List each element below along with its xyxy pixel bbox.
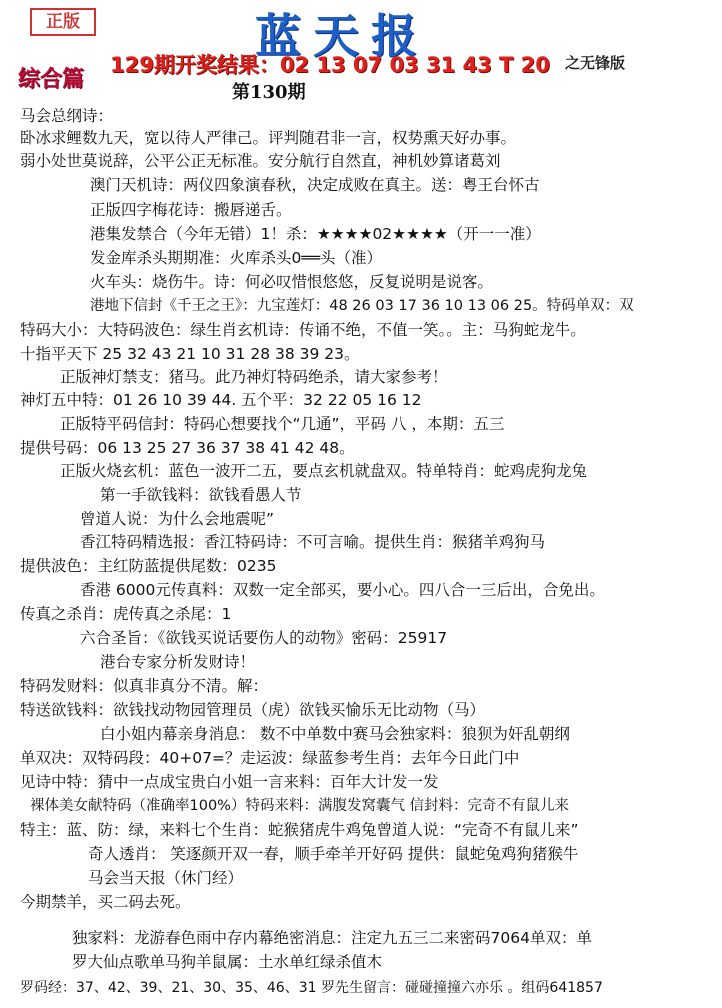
text-line: 马会当天报（休门经） bbox=[88, 869, 244, 887]
text-line: 正版神灯禁支：猪马。此乃神灯特码绝杀，请大家参考！ bbox=[60, 368, 448, 386]
text-line: 罗大仙点歌单马狗羊鼠属：土水单红绿杀值木 bbox=[72, 953, 383, 971]
section-title: 综合篇 bbox=[18, 66, 85, 92]
header bbox=[0, 0, 722, 103]
text-line: 发金库杀头期期准：火库杀头0══头（准） bbox=[90, 249, 383, 267]
text-line: 六合圣旨：《欲钱买说话要伤人的动物》密码：25917 bbox=[80, 629, 448, 647]
text-line: 特送欲钱料：欲钱找动物园管理员（虎）欲钱买愉乐无比动物（马） bbox=[20, 701, 486, 719]
text-line: 罗码经：37、42、39、21、30、35、46、31 罗先生留言：碰碰撞撞六亦乐 。组码641857 bbox=[20, 980, 603, 996]
text-line: 传真之杀肖：虎传真之杀尾：1 bbox=[20, 605, 232, 623]
draw-result: 129期开奖结果：02 13 07 03 31 43 T 20 bbox=[110, 53, 550, 77]
issue-number: 第130期 bbox=[232, 82, 306, 103]
text-line: 提供波色：主红防蓝提供尾数：0235 bbox=[20, 557, 277, 575]
newspaper-title: 蓝天报 bbox=[255, 9, 429, 63]
text-line: 马会总纲诗： bbox=[20, 107, 114, 125]
text-line: 正版火烧玄机：蓝色一波开二五，要点玄机就盘双。特单特肖：蛇鸡虎狗龙兔 bbox=[60, 462, 588, 480]
text-line: 裸体美女献特码（准确率100%）特码来料：满腹发窝囊气 信封料：完奇不有鼠儿来 bbox=[30, 798, 570, 814]
text-line: 神灯五中特：01 26 10 39 44. 五个平：32 22 05 16 12 bbox=[20, 391, 422, 409]
text-line: 单双决：双特码段：40+07=？走运波：绿蓝参考生肖：去年今日此门中 bbox=[20, 749, 520, 767]
text-line: 澳门天机诗：两仪四象演春秋，决定成败在真主。送：粤王台怀古 bbox=[90, 176, 540, 194]
text-line: 特码发财料：似真非真分不清。解： bbox=[20, 677, 269, 695]
text-line: 白小姐内幕亲身消息： 数不中单数中赛马会独家料：狼狈为奸乱朝纲 bbox=[100, 725, 570, 743]
text-line: 港集发禁合（今年无错）1！杀：★★★★02★★★★（开一一准） bbox=[90, 225, 541, 243]
text-line: 港台专家分析发财诗！ bbox=[100, 653, 256, 671]
text-line: 奇人透肖： 笑逐颜开双一春，顺手牵羊开好码 提供：鼠蛇兔鸡狗猪猴牛 bbox=[88, 845, 579, 863]
text-line: 香江特码精选报：香江特码诗：不可言喻。提供生肖：猴猪羊鸡狗马 bbox=[80, 533, 546, 551]
text-line: 火车头：烧伤牛。诗：何必叹惜恨悠悠，反复说明是说客。 bbox=[90, 273, 494, 291]
text-line: 曾道人说：为什么会地震呢” bbox=[80, 510, 275, 528]
text-line: 今期禁羊，买二码去死。 bbox=[20, 893, 191, 911]
text-line: 第一手欲钱料：欲钱看愚人节 bbox=[100, 486, 302, 504]
text-line: 香港 6000元传真料：双数一定全部买，要小心。四八合一三后出，合免出。 bbox=[80, 581, 605, 599]
text-line: 港地下信封《千王之王》：九宝莲灯：48 26 03 17 36 10 13 06 25。特码单双：双 bbox=[90, 298, 634, 314]
text-line: 见诗中特：猜中一点成宝贵白小姐一言来料：百年大计发一发 bbox=[20, 773, 439, 791]
text-line: 提供号码：06 13 25 27 36 37 38 41 42 48。 bbox=[20, 439, 355, 457]
edition-badge: 正版 bbox=[30, 8, 96, 36]
text-line: 独家料：龙游春色雨中存内幕绝密消息：注定九五三二来密码7064单双：单 bbox=[72, 929, 592, 947]
text-line: 正版四字梅花诗：搬唇递舌。 bbox=[90, 201, 292, 219]
text-line: 弱小处世莫说辞，公平公正无标准。安分航行自然直，神机妙算诸葛刘 bbox=[20, 152, 501, 170]
text-line: 特码大小：大特码波色：绿生肖玄机诗：传诵不绝，不值一笑。。主：马狗蛇龙牛。 bbox=[20, 321, 586, 339]
text-line: 卧冰求鲤数九天，宽以待人严律己。评判随君非一言，权势熏天好办事。 bbox=[20, 129, 517, 147]
edition-variant: 之无锋版 bbox=[565, 54, 626, 72]
text-line: 特主：蓝、防：绿，来料七个生肖：蛇猴猪虎牛鸡兔曾道人说：“完奇不有鼠儿来” bbox=[20, 821, 579, 839]
text-line: 十指平天下 25 32 43 21 10 31 28 38 39 23。 bbox=[20, 345, 360, 363]
text-line: 正版特平码信封：特码心想要找个“几通”，平码 八 ，本期：五三 bbox=[60, 415, 505, 433]
